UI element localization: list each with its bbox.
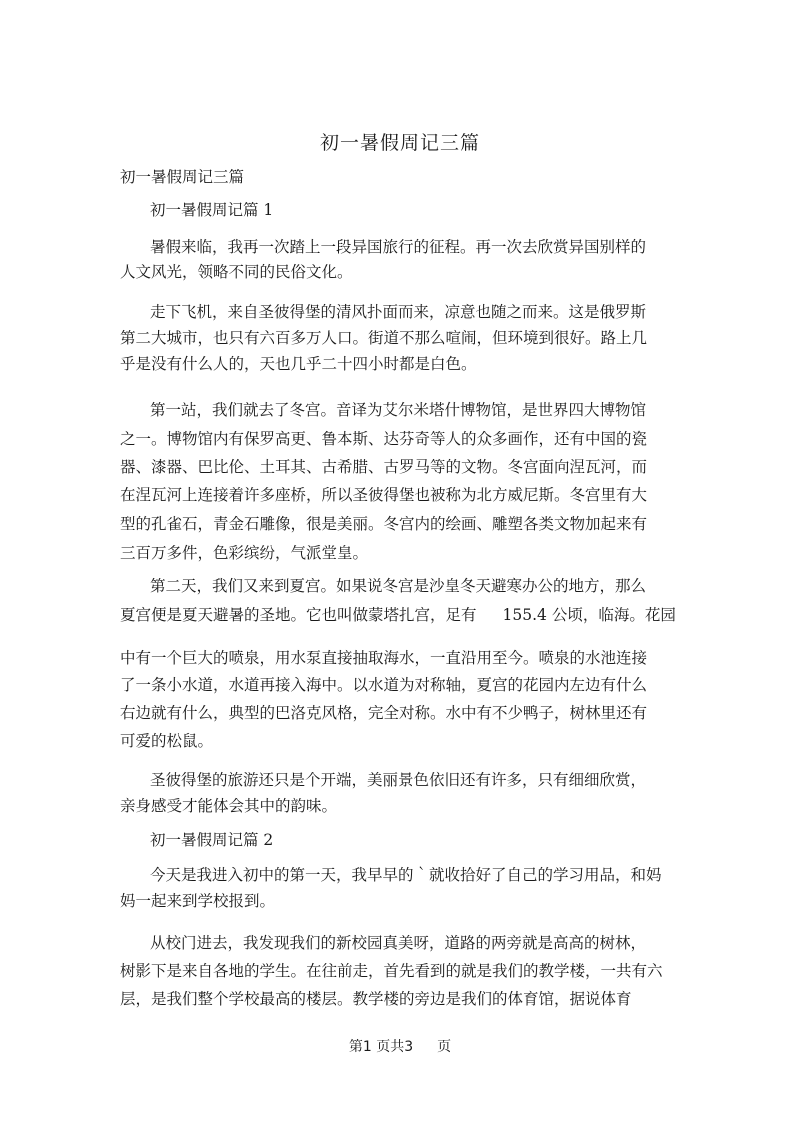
paragraph-line: 了一条小水道，水道再接入海中。以水道为对称轴，夏宫的花园内左边有什么 xyxy=(120,676,648,694)
paragraph-text: 夏宫便是夏天避暑的圣地。它也叫做蒙塔扎宫，足有 xyxy=(120,606,477,624)
paragraph-line: 圣彼得堡的旅游还只是个开端，美丽景色依旧还有许多，只有细细欣赏， xyxy=(150,771,647,789)
page-number-label: 第1 页共3 xyxy=(348,1039,414,1055)
paragraph-line: 暑假来临，我再一次踏上一段异国旅行的征程。再一次去欣赏异国别样的 xyxy=(150,238,647,256)
paragraph-line: 今天是我进入初中的第一天，我早早的｀就收拾好了自己的学习用品，和妈 xyxy=(150,866,662,884)
paragraph-line: 乎是没有什么人的，天也几乎二十四小时都是白色。 xyxy=(120,355,477,373)
paragraph-line: 从校门进去，我发现我们的新校园真美呀，道路的两旁就是高高的树林， xyxy=(150,934,647,952)
paragraph-line: 第一站，我们就去了冬宫。音译为艾尔米塔什博物馆，是世界四大博物馆 xyxy=(150,401,647,419)
paragraph-line: 器、漆器、巴比伦、土耳其、古希腊、古罗马等的文物。冬宫面向涅瓦河，而 xyxy=(120,458,648,476)
paragraph-line: 树影下是来自各地的学生。在往前走，首先看到的就是我们的教学楼，一共有六 xyxy=(120,962,663,980)
paragraph-line: 妈一起来到学校报到。 xyxy=(120,892,276,910)
section-heading-2: 初一暑假周记篇 2 xyxy=(150,831,274,849)
paragraph-line: 型的孔雀石，青金石雕像，很是美丽。冬宫内的绘画、雕塑各类文物加起来有 xyxy=(120,515,648,533)
paragraph-line: 层，是我们整个学校最高的楼层。教学楼的旁边是我们的体育馆，据说体育 xyxy=(120,990,632,1008)
paragraph-line: 亲身感受才能体会其中的韵味。 xyxy=(120,797,338,815)
paragraph-line xyxy=(120,605,680,625)
page-number-suffix: 页 xyxy=(437,1039,452,1055)
paragraph-line: 第二大城市，也只有六百多万人口。街道不那么喧闹，但环境到很好。路上几 xyxy=(120,329,648,347)
paragraph-line: 在涅瓦河上连接着许多座桥，所以圣彼得堡也被称为北方威尼斯。冬宫里有大 xyxy=(120,486,648,504)
paragraph-line: 可爱的松鼠。 xyxy=(120,732,214,750)
area-value-text: 155.4 公顷，临海。花园 xyxy=(502,606,676,624)
paragraph-line: 走下飞机，来自圣彼得堡的清风扑面而来，凉意也随之而来。这是俄罗斯 xyxy=(150,303,647,321)
page-footer xyxy=(0,1036,800,1056)
paragraph-line: 第二天，我们又来到夏宫。如果说冬宫是沙皇冬天避寒办公的地方，那么 xyxy=(150,577,647,595)
paragraph-line: 中有一个巨大的喷泉，用水泵直接抽取海水，一直沿用至今。喷泉的水池连接 xyxy=(120,649,648,667)
document-subtitle: 初一暑假周记三篇 xyxy=(120,168,245,186)
section-heading-1: 初一暑假周记篇 1 xyxy=(150,201,274,219)
paragraph-line: 之一。博物馆内有保罗高更、鲁本斯、达芬奇等人的众多画作，还有中国的瓷 xyxy=(120,430,648,448)
paragraph-line: 右边就有什么，典型的巴洛克风格，完全对称。水中有不少鸭子，树林里还有 xyxy=(120,704,648,722)
document-title: 初一暑假周记三篇 xyxy=(319,132,480,154)
paragraph-line: 人文风光，领略不同的民俗文化。 xyxy=(120,263,353,281)
paragraph-line: 三百万多件，色彩缤纷，气派堂皇。 xyxy=(120,544,369,562)
